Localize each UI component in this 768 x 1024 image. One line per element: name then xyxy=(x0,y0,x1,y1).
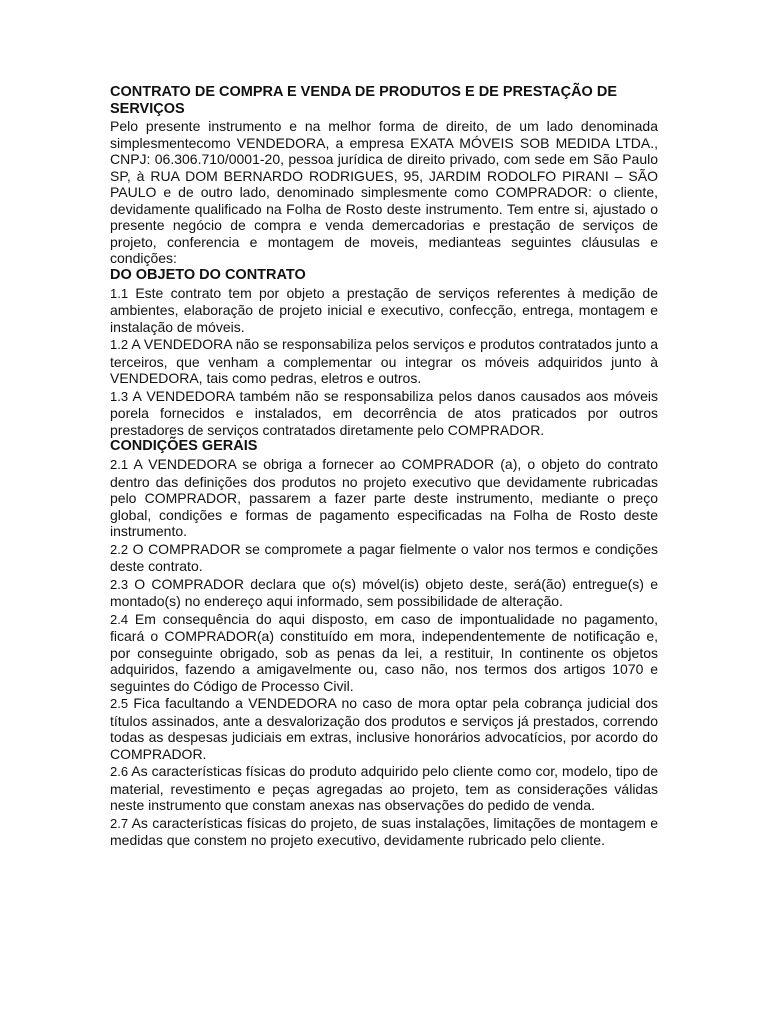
clause xyxy=(110,336,658,387)
clause-text: A VENDEDORA se obriga a fornecer ao COMPRADOR (a), o objeto do contrato dentro das definições dos produtos no projeto executivo que devidamente rubricadas pelo COMPRADOR, passarem a fazer parte deste instrumento, mediante o preço global, condições e formas de pagamento especificadas na Folha de Rosto deste instrumento. xyxy=(110,456,658,539)
clause-text: Fica facultando a VENDEDORA no caso de mora optar pela cobrança judicial dos títulos assinados, ante a desvalorização dos produtos e serviços já prestados, correndo todas as despesas judiciais em extras, inclusive honorários advocatícios, por acordo do COMPRADOR. xyxy=(110,695,658,762)
clause-text: A VENDEDORA também não se responsabiliza pelos danos causados aos móveis porela fornecidos e instalados, em decorrência de atos praticados por outros prestadores de serviços contratados diretamente pelo COMPRADOR. xyxy=(110,387,658,438)
clause-number: 1.2 xyxy=(110,337,129,352)
intro-paragraph: Pelo presente instrumento e na melhor forma de direito, de um lado denominada simplesmentecomo VENDEDORA, a empresa EXATA MÓVEIS SOB MEDIDA LTDA., CNPJ: 06.306.710/0001-20, pessoa jurídica de direito privado, com sede em São Paulo SP, à RUA DOM BERNARDO RODRIGUES, 95, JARDIM RODOLFO PIRANI – SÃO PAULO e de outro lado, denominado simplesmente como COMPRADOR: o cliente, devidamente qualificado na Folha de Rosto deste instrumento. Tem entre si, ajustado o presente negócio de compra e venda demercadorias e prestação de serviços de projeto, conferencia e montagem de moveis, medianteas seguintes cláusulas e condições: xyxy=(110,118,658,266)
clause-text: As características físicas do produto adquirido pelo cliente como cor, modelo, tipo de material, revestimento e peças agregadas ao projeto, tem as considerações válidas neste instrumento que constam anexas nas observações do pedido de venda. xyxy=(110,763,658,813)
clause-number: 2.7 xyxy=(110,815,129,831)
clause xyxy=(110,695,658,762)
clause xyxy=(110,576,658,610)
clause xyxy=(110,541,658,575)
clause-number: 2.2 xyxy=(110,541,129,557)
clause-number: 2.5 xyxy=(110,696,129,711)
clause xyxy=(110,815,658,849)
clause xyxy=(110,285,658,336)
contract-page xyxy=(110,84,658,849)
clause-text: Este contrato tem por objeto a prestação de serviços referentes à medição de ambientes, elaboração de projeto inicial e executivo, confecção, entrega, montagem e instalação de móveis. xyxy=(110,284,658,335)
clause-text: Em consequência do aqui disposto, em caso de impontualidade no pagamento, ficará o COMPRADOR(a) constituído em mora, independentemente de notificação e, por conseguinte obrigado, sob as penas da lei, a restituir, In continente os objetos adquiridos, fazendo a amigavelmente ou, caso não, nos termos dos artigos 1070 e seguintes do Código de Processo Civil. xyxy=(110,610,658,694)
clause-number: 2.1 xyxy=(110,457,129,472)
clause-text: A VENDEDORA não se responsabiliza pelos serviços e produtos contratados junto a terceiros, que venham a complementar ou integrar os móveis adquiridos junto à VENDEDORA, tais como pedras, eletros e outros. xyxy=(110,336,658,386)
clause-text: O COMPRADOR se compromete a pagar fielmente o valor nos termos e condições deste contrato. xyxy=(110,540,658,574)
clause-text: As características físicas do projeto, de suas instalações, limitações de montagem e medidas que constem no projeto executivo, devidamente rubricado pelo cliente. xyxy=(110,814,658,848)
clause-text: O COMPRADOR declara que o(s) móvel(is) objeto deste, será(ão) entregue(s) e montado(s) no endereço aqui informado, sem possibilidade de alteração. xyxy=(110,575,658,609)
clause-number: 2.3 xyxy=(110,576,129,592)
clause xyxy=(110,388,658,439)
clause-number: 1.3 xyxy=(110,388,129,404)
document-title: CONTRATO DE COMPRA E VENDA DE PRODUTOS E DE PRESTAÇÃO DE SERVIÇOS xyxy=(110,84,618,117)
clause xyxy=(110,456,658,540)
section-condicoes-clauses xyxy=(110,456,658,849)
clause-number: 2.6 xyxy=(110,764,129,779)
clause xyxy=(110,611,658,695)
section-objeto-clauses xyxy=(110,285,658,439)
section-heading-objeto: DO OBJETO DO CONTRATO xyxy=(110,266,306,283)
section-heading-condicoes: CONDIÇÕES GERAIS xyxy=(110,438,258,454)
clause-number: 1.1 xyxy=(110,285,129,301)
clause xyxy=(110,763,658,814)
clause-number: 2.4 xyxy=(110,611,129,627)
